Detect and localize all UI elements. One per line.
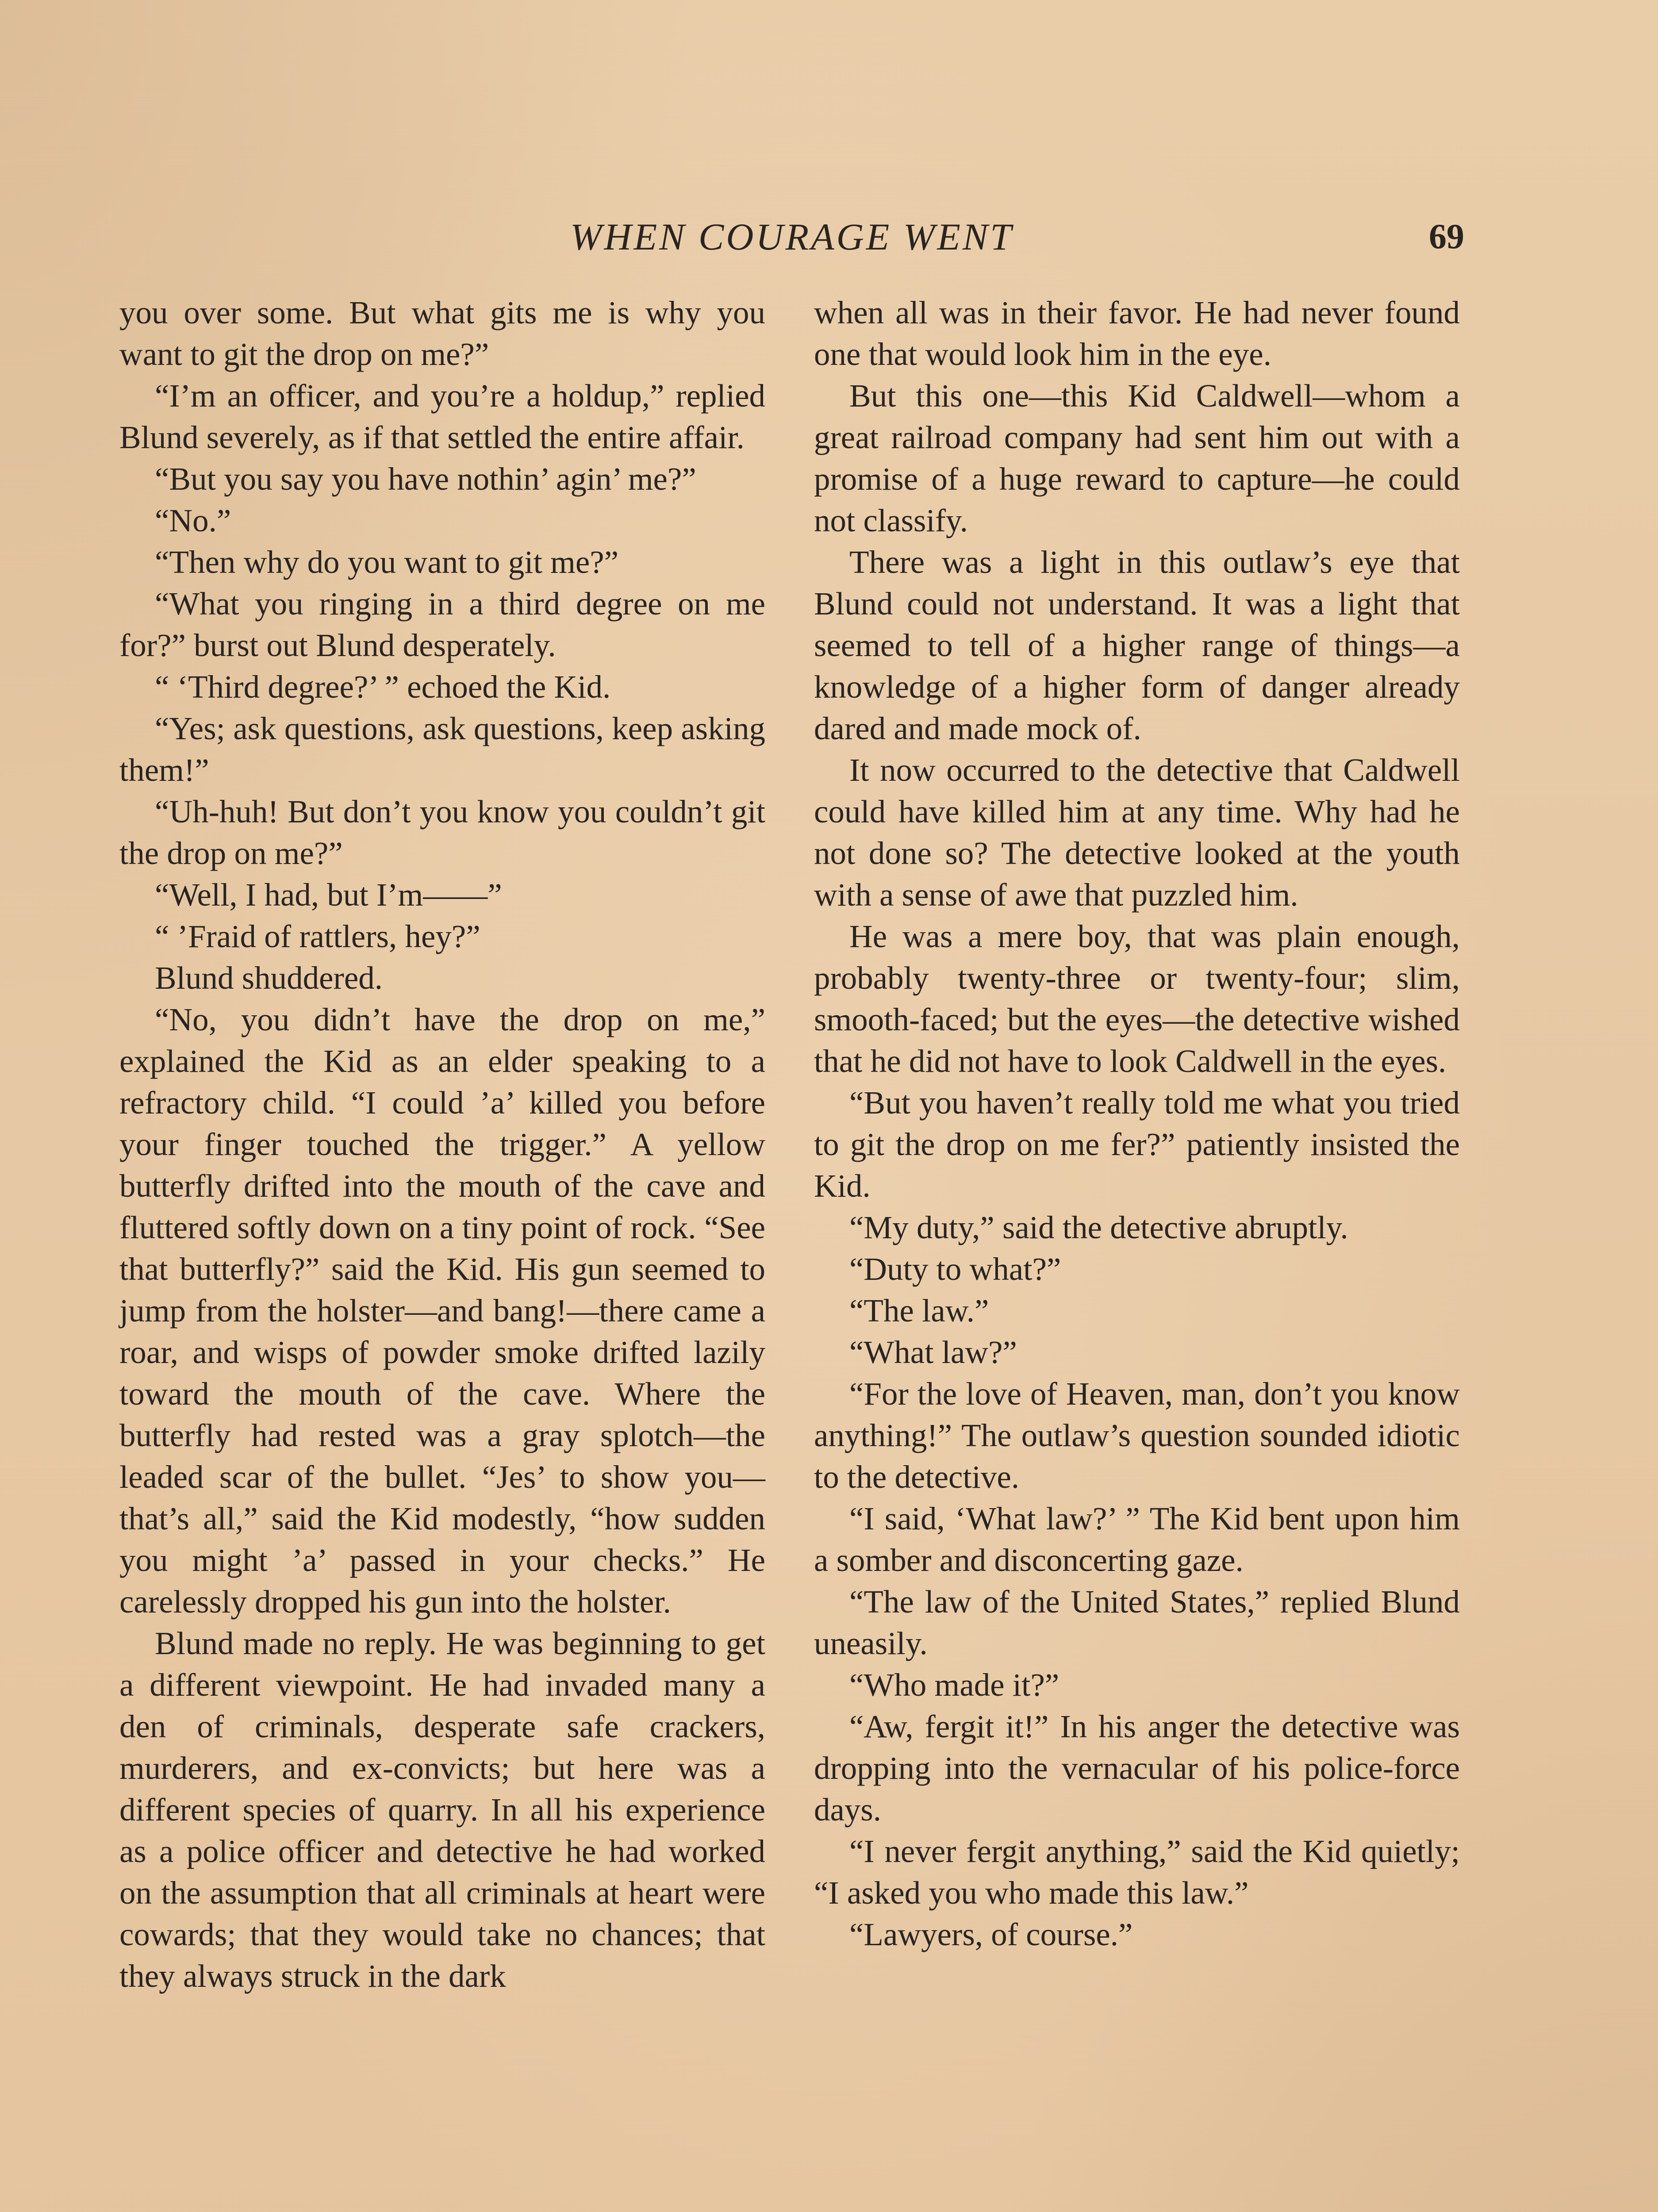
- left-column: [119, 292, 765, 1997]
- paragraph: “No.”: [155, 503, 231, 538]
- paragraph: There was a light in this outlaw’s eye that Blund could not understand. It was a light that seemed to tell of a higher range of things—a knowledge of a higher form of danger already dared and made mock of.: [814, 544, 1460, 746]
- paragraph: “Well, I had, but I’m——”: [155, 877, 502, 913]
- page-number: 69: [1429, 217, 1464, 256]
- paragraph: “What law?”: [849, 1334, 1017, 1370]
- paragraph: you over some. But what gits me is why you want to git the drop on me?”: [119, 295, 765, 372]
- paragraph: “But you say you have nothin’ agin’ me?”: [155, 461, 696, 497]
- paragraph: “I said, ‘What law?’ ” The Kid bent upon him a somber and disconcerting gaze.: [814, 1501, 1460, 1578]
- paragraph: “Then why do you want to git me?”: [155, 544, 619, 580]
- paragraph: “Who made it?”: [849, 1667, 1059, 1703]
- paragraph: “No, you didn’t have the drop on me,” explained the Kid as an elder speaking to a refractory child. “I could ’a’ killed you before your finger touched the trigger.” A yellow butterfly drifted into the mouth of the cave and fluttered softly down on a tiny point of rock. “See that butterfly?” said the Kid. His gun seemed to jump from the holster—and bang!—there came a roar, and wisps of powder smoke drifted lazily toward the mouth of the cave. Where the butterfly had rested was a gray splotch—the leaded scar of the bullet. “Jes’ to show you—that’s all,” said the Kid modestly, “how sudden you might ’a’ passed in your checks.” He carelessly dropped his gun into the holster.: [119, 1002, 765, 1620]
- paragraph: “Aw, fergit it!” In his anger the detective was dropping into the vernacular of his police-force days.: [814, 1709, 1460, 1828]
- paragraph: when all was in their favor. He had never found one that would look him in the eye.: [814, 295, 1460, 372]
- paragraph: “Uh-huh! But don’t you know you couldn’t git the drop on me?”: [119, 794, 765, 871]
- paragraph: “Lawyers, of course.”: [849, 1916, 1133, 1952]
- paragraph: “The law of the United States,” replied Blund uneasily.: [814, 1584, 1460, 1661]
- paragraph: “ ‘Third degree?’ ” echoed the Kid.: [155, 669, 611, 705]
- paragraph: “ ’Fraid of rattlers, hey?”: [155, 918, 480, 954]
- paragraph: “But you haven’t really told me what you tried to git the drop on me fer?” patiently insisted the Kid.: [814, 1085, 1460, 1204]
- paragraph: “The law.”: [849, 1293, 989, 1329]
- paragraph: “What you ringing in a third degree on me for?” burst out Blund desperately.: [119, 586, 765, 663]
- running-title: WHEN COURAGE WENT: [570, 215, 1014, 258]
- paragraph: It now occurred to the detective that Caldwell could have killed him at any time. Why had he not done so? The detective looked at the youth with a sense of awe that puzzled him.: [814, 752, 1460, 913]
- right-column: [814, 292, 1460, 1955]
- paragraph: He was a mere boy, that was plain enough, probably twenty-three or twenty-four; slim, smooth-faced; but the eyes—the detective wished that he did not have to look Caldwell in the eyes.: [814, 918, 1460, 1079]
- paragraph: “I’m an officer, and you’re a holdup,” replied Blund severely, as if that settled the entire affair.: [119, 378, 765, 455]
- paragraph: “I never fergit anything,” said the Kid quietly; “I asked you who made this law.”: [814, 1833, 1460, 1911]
- paragraph: “For the love of Heaven, man, don’t you know anything!” The outlaw’s question sounded idiotic to the detective.: [814, 1376, 1460, 1495]
- paragraph: “Duty to what?”: [849, 1251, 1061, 1287]
- paragraph: “My duty,” said the detective abruptly.: [849, 1210, 1348, 1245]
- paragraph: But this one—this Kid Caldwell—whom a great railroad company had sent him out with a promise of a huge reward to capture—he could not classify.: [814, 378, 1460, 538]
- paragraph: Blund made no reply. He was beginning to get a different viewpoint. He had invaded many a den of criminals, desperate safe crackers, murderers, and ex-convicts; but here was a different species of quarry. In all his experience as a police officer and detective he had worked on the assumption that all criminals at heart were cowards; that they would take no chances; that they always struck in the dark: [119, 1625, 765, 1994]
- page-header: [119, 208, 1464, 265]
- paragraph: “Yes; ask questions, ask questions, keep asking them!”: [119, 710, 765, 788]
- paragraph: Blund shuddered.: [155, 960, 383, 996]
